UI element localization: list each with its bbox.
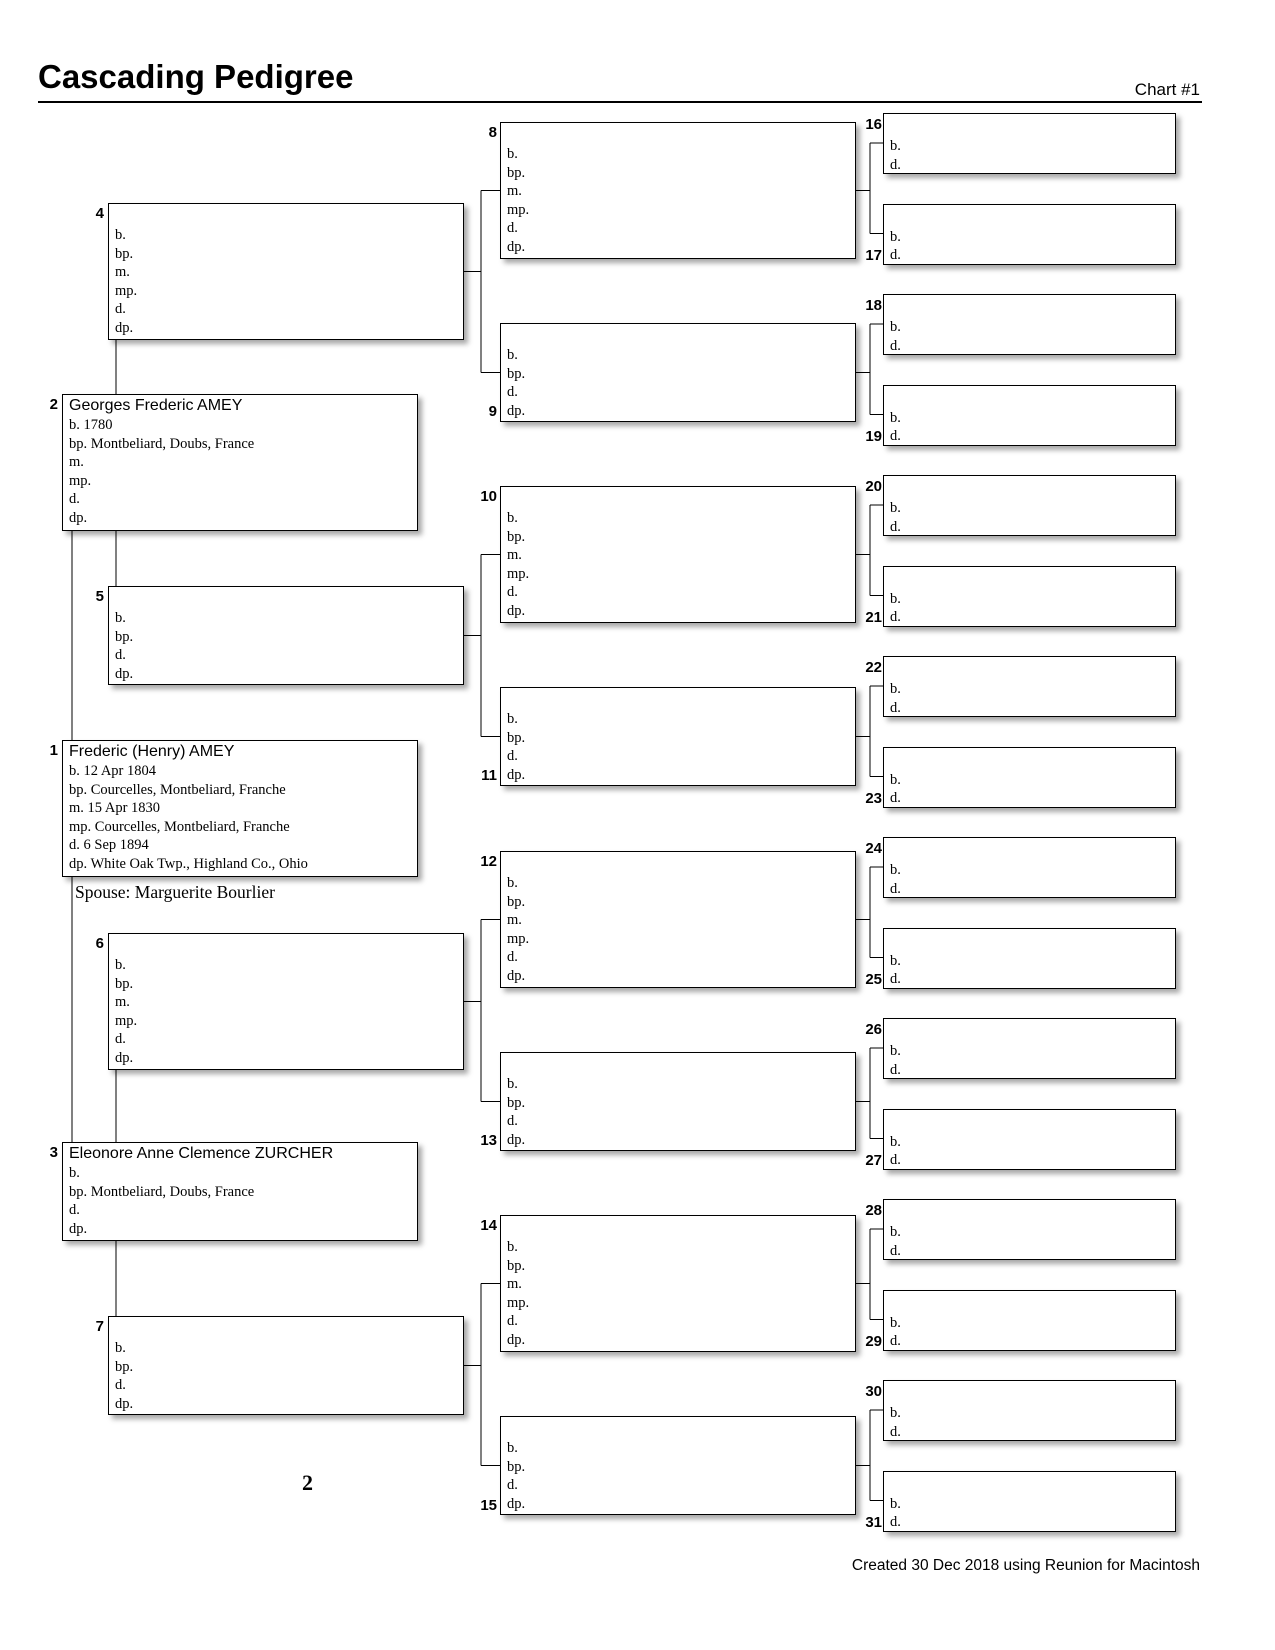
field-label: b. <box>507 510 518 526</box>
field-mp <box>507 1294 855 1313</box>
field-label: d. <box>890 518 901 535</box>
field-bp <box>507 729 855 748</box>
field-bp <box>69 781 417 800</box>
field-b <box>890 1133 1175 1152</box>
field-label: mp. <box>507 565 530 582</box>
field-m <box>115 993 463 1012</box>
ahnentafel-number-27: 27 <box>865 1151 882 1169</box>
person-name: Frederic (Henry) AMEY <box>69 743 235 760</box>
field-label: b. <box>115 227 126 243</box>
ahnentafel-number-20: 20 <box>865 478 882 495</box>
field-label: d. <box>507 1313 518 1329</box>
field-label: bp. <box>69 781 88 798</box>
field-value: Montbeliard, Doubs, France <box>90 435 255 452</box>
field-label: b. <box>890 771 901 788</box>
field-label: b. <box>507 146 518 162</box>
field-m <box>507 1275 855 1294</box>
person-box-6[interactable] <box>108 933 464 1070</box>
field-dp <box>507 1331 855 1350</box>
field-b <box>890 318 1175 337</box>
field-label: d. <box>507 584 518 600</box>
field-label: b. <box>890 590 901 607</box>
field-dp <box>69 509 417 528</box>
field-dp <box>507 602 855 621</box>
person-box-9[interactable] <box>500 323 856 422</box>
field-label: dp. <box>507 967 526 984</box>
field-label: b. <box>507 1239 518 1255</box>
field-label: b. <box>890 681 901 697</box>
field-value: Courcelles, Montbeliard, Franche <box>94 818 290 835</box>
field-label: bp. <box>507 1257 526 1274</box>
field-value: Montbeliard, Doubs, France <box>90 1183 255 1200</box>
ahnentafel-number-10: 10 <box>480 488 497 505</box>
field-d <box>890 156 1175 175</box>
field-mp <box>115 282 463 301</box>
field-b <box>890 952 1175 971</box>
field-dp <box>507 967 855 986</box>
field-label: b. <box>890 1133 901 1150</box>
field-d <box>115 646 463 665</box>
ahnentafel-number-3: 3 <box>49 1144 58 1161</box>
field-mp <box>69 818 417 837</box>
field-label: d. <box>890 1152 901 1168</box>
person-box-10[interactable] <box>500 486 856 623</box>
field-b <box>507 145 855 164</box>
field-label: dp. <box>507 602 526 619</box>
field-label: b. <box>69 763 80 779</box>
person-box-20[interactable] <box>883 475 1176 536</box>
field-value: White Oak Twp., Highland Co., Ohio <box>90 855 308 872</box>
field-b <box>890 590 1175 609</box>
field-bp <box>507 1094 855 1113</box>
field-label: mp. <box>507 201 530 218</box>
field-d <box>507 383 855 402</box>
ahnentafel-number-24: 24 <box>865 840 882 857</box>
field-label: dp. <box>507 1131 526 1148</box>
person-box-29[interactable] <box>883 1290 1176 1351</box>
field-label: b. <box>890 862 901 878</box>
field-label: d. <box>890 699 901 716</box>
field-b <box>890 409 1175 428</box>
field-d <box>890 246 1175 265</box>
person-box-7[interactable] <box>108 1316 464 1415</box>
field-bp <box>115 628 463 647</box>
field-dp <box>507 402 855 421</box>
field-d <box>507 1312 855 1331</box>
field-bp <box>115 245 463 264</box>
field-b <box>507 346 855 365</box>
field-bp <box>507 893 855 912</box>
field-b <box>890 1314 1175 1333</box>
field-label: d. <box>890 428 901 444</box>
field-b <box>115 226 463 245</box>
field-label: dp. <box>115 665 134 682</box>
person-box-26[interactable] <box>883 1018 1176 1079</box>
field-label: m. <box>507 183 522 199</box>
field-b <box>507 1238 855 1257</box>
field-d <box>69 1201 417 1220</box>
ahnentafel-number-29: 29 <box>865 1332 882 1350</box>
field-label: bp. <box>507 164 526 181</box>
field-b <box>890 499 1175 518</box>
field-label: bp. <box>507 729 526 746</box>
field-label: b. <box>69 417 80 433</box>
field-value: 1780 <box>83 417 113 433</box>
field-dp <box>507 1131 855 1150</box>
person-box-27[interactable] <box>883 1109 1176 1170</box>
field-b <box>890 680 1175 699</box>
person-box-25[interactable] <box>883 928 1176 989</box>
field-label: d. <box>507 949 518 965</box>
person-box-28[interactable] <box>883 1199 1176 1260</box>
field-label: b. <box>115 610 126 626</box>
field-dp <box>115 1395 463 1414</box>
person-box-30[interactable] <box>883 1380 1176 1441</box>
field-label: d. <box>890 971 901 987</box>
field-label: m. <box>115 994 130 1010</box>
field-m <box>507 546 855 565</box>
field-d <box>69 836 417 855</box>
field-label: d. <box>890 247 901 263</box>
ahnentafel-number-11: 11 <box>481 767 497 784</box>
field-label: dp. <box>507 1495 526 1512</box>
ahnentafel-number-13: 13 <box>480 1132 497 1149</box>
page-title: Cascading Pedigree <box>38 58 354 95</box>
field-label: d. <box>890 1423 901 1440</box>
field-d <box>890 1513 1175 1532</box>
field-label: dp. <box>115 1395 134 1412</box>
field-m <box>507 911 855 930</box>
field-b <box>69 762 417 781</box>
field-b <box>115 1339 463 1358</box>
field-label: dp. <box>507 1331 526 1348</box>
field-dp <box>115 1049 463 1068</box>
ahnentafel-number-17: 17 <box>865 246 882 264</box>
field-label: bp. <box>507 528 526 545</box>
person-box-18[interactable] <box>883 294 1176 355</box>
field-d <box>890 1423 1175 1442</box>
field-d <box>890 427 1175 446</box>
field-b <box>890 137 1175 156</box>
ahnentafel-number-22: 22 <box>865 659 882 676</box>
field-label: b. <box>507 347 518 363</box>
ahnentafel-number-21: 21 <box>865 608 882 626</box>
field-d <box>69 490 417 509</box>
field-d <box>890 789 1175 808</box>
field-b <box>507 1075 855 1094</box>
person-box-17[interactable] <box>883 204 1176 265</box>
field-label: d. <box>890 609 901 625</box>
field-m <box>69 453 417 472</box>
field-label: m. <box>507 1276 522 1292</box>
ahnentafel-number-2: 2 <box>49 396 58 413</box>
field-b <box>69 1164 417 1183</box>
field-label: bp. <box>115 975 134 992</box>
ahnentafel-number-8: 8 <box>488 124 497 141</box>
field-label: mp. <box>507 1294 530 1311</box>
field-label: dp. <box>115 1049 134 1066</box>
field-label: dp. <box>69 1220 88 1237</box>
person-box-8[interactable] <box>500 122 856 259</box>
field-m <box>69 799 417 818</box>
field-label: dp. <box>115 319 134 336</box>
field-b <box>890 228 1175 247</box>
field-label: b. <box>890 1224 901 1240</box>
person-box-31[interactable] <box>883 1471 1176 1532</box>
field-label: b. <box>890 952 901 969</box>
field-label: d. <box>890 790 901 806</box>
field-mp <box>69 472 417 491</box>
field-label: b. <box>507 1076 518 1092</box>
ahnentafel-number-23: 23 <box>865 789 882 807</box>
field-bp <box>507 164 855 183</box>
ahnentafel-number-30: 30 <box>865 1383 882 1400</box>
field-bp <box>69 1183 417 1202</box>
ahnentafel-number-5: 5 <box>95 588 104 605</box>
field-mp <box>115 1012 463 1031</box>
field-label: b. <box>890 409 901 426</box>
field-b <box>890 1223 1175 1242</box>
field-bp <box>69 435 417 454</box>
field-d <box>890 608 1175 627</box>
field-label: d. <box>507 384 518 400</box>
field-label: d. <box>890 156 901 173</box>
field-label: bp. <box>115 245 134 262</box>
field-dp <box>69 1220 417 1239</box>
field-label: d. <box>507 748 518 764</box>
person-box-11[interactable] <box>500 687 856 786</box>
field-label: bp. <box>507 893 526 910</box>
field-d <box>890 518 1175 537</box>
field-label: d. <box>115 301 126 317</box>
field-mp <box>507 565 855 584</box>
field-bp <box>115 975 463 994</box>
person-box-13[interactable] <box>500 1052 856 1151</box>
person-name: Georges Frederic AMEY <box>69 397 243 414</box>
field-label: dp. <box>507 402 526 419</box>
field-dp <box>115 319 463 338</box>
field-m <box>507 182 855 201</box>
field-d <box>890 1061 1175 1080</box>
person-box-21[interactable] <box>883 566 1176 627</box>
ahnentafel-number-6: 6 <box>95 935 104 952</box>
person-box-3[interactable] <box>62 1142 418 1241</box>
field-label: m. <box>507 547 522 563</box>
field-label: m. <box>507 912 522 928</box>
field-label: b. <box>69 1165 80 1181</box>
field-dp <box>115 665 463 684</box>
person-box-1[interactable] <box>62 740 418 877</box>
ahnentafel-number-9: 9 <box>488 403 497 420</box>
person-box-24[interactable] <box>883 837 1176 898</box>
ahnentafel-number-19: 19 <box>865 427 882 445</box>
field-label: b. <box>115 1340 126 1356</box>
field-b <box>507 710 855 729</box>
field-b <box>507 874 855 893</box>
field-label: b. <box>890 228 901 245</box>
field-d <box>890 1242 1175 1261</box>
field-dp <box>69 855 417 874</box>
ahnentafel-number-16: 16 <box>865 116 882 133</box>
field-label: d. <box>69 837 80 853</box>
person-box-12[interactable] <box>500 851 856 988</box>
field-bp <box>115 1358 463 1377</box>
field-label: mp. <box>115 282 138 299</box>
field-label: d. <box>890 1514 901 1530</box>
field-d <box>507 747 855 766</box>
field-label: b. <box>890 319 901 335</box>
person-box-14[interactable] <box>500 1215 856 1352</box>
field-d <box>507 948 855 967</box>
field-dp <box>507 766 855 785</box>
person-box-22[interactable] <box>883 656 1176 717</box>
field-b <box>890 1404 1175 1423</box>
ahnentafel-number-15: 15 <box>480 1497 497 1514</box>
field-d <box>890 880 1175 899</box>
field-label: m. <box>69 800 84 816</box>
field-label: dp. <box>69 509 88 526</box>
field-mp <box>507 930 855 949</box>
field-label: b. <box>507 875 518 891</box>
field-label: d. <box>115 1031 126 1047</box>
field-label: d. <box>890 337 901 354</box>
field-bp <box>507 365 855 384</box>
field-d <box>507 583 855 602</box>
field-b <box>115 956 463 975</box>
field-dp <box>507 1495 855 1514</box>
field-label: d. <box>890 1242 901 1259</box>
field-label: bp. <box>507 1458 526 1475</box>
field-label: bp. <box>115 1358 134 1375</box>
chart-number: Chart #1 <box>1134 80 1200 99</box>
field-d <box>115 300 463 319</box>
person-box-19[interactable] <box>883 385 1176 446</box>
field-label: bp. <box>507 365 526 382</box>
field-label: dp. <box>69 855 88 872</box>
field-bp <box>507 528 855 547</box>
field-label: d. <box>507 1113 518 1129</box>
ahnentafel-number-25: 25 <box>865 970 882 988</box>
ahnentafel-number-12: 12 <box>480 853 497 870</box>
field-d <box>115 1030 463 1049</box>
person-name: Eleonore Anne Clemence ZURCHER <box>69 1145 334 1162</box>
field-label: dp. <box>507 238 526 255</box>
field-label: b. <box>890 138 901 154</box>
field-d <box>115 1376 463 1395</box>
field-label: mp. <box>507 930 530 947</box>
spouse-line: Spouse: Marguerite Bourlier <box>75 882 275 902</box>
person-box-16[interactable] <box>883 113 1176 174</box>
ahnentafel-number-31: 31 <box>865 1513 882 1531</box>
field-mp <box>507 201 855 220</box>
field-d <box>890 699 1175 718</box>
field-d <box>890 970 1175 989</box>
field-label: m. <box>69 454 84 470</box>
field-value: 6 Sep 1894 <box>83 837 149 853</box>
field-b <box>890 1495 1175 1514</box>
person-box-2[interactable] <box>62 394 418 531</box>
field-label: m. <box>115 264 130 280</box>
field-value: 12 Apr 1804 <box>83 763 156 779</box>
field-label: b. <box>890 1043 901 1059</box>
field-label: d. <box>890 1061 901 1078</box>
ahnentafel-number-1: 1 <box>49 742 58 759</box>
field-label: b. <box>507 711 518 727</box>
field-label: mp. <box>69 818 92 835</box>
field-d <box>890 1151 1175 1170</box>
field-label: bp. <box>507 1094 526 1111</box>
field-label: d. <box>507 220 518 236</box>
field-label: d. <box>890 880 901 897</box>
person-box-4[interactable] <box>108 203 464 340</box>
field-b <box>890 861 1175 880</box>
field-b <box>69 416 417 435</box>
ahnentafel-number-14: 14 <box>480 1217 497 1234</box>
page-number: 2 <box>302 1470 313 1495</box>
field-label: bp. <box>69 435 88 452</box>
field-label: d. <box>890 1333 901 1349</box>
field-b <box>507 1439 855 1458</box>
field-label: dp. <box>507 766 526 783</box>
field-d <box>890 1332 1175 1351</box>
field-label: d. <box>507 1477 518 1493</box>
field-label: mp. <box>115 1012 138 1029</box>
field-b <box>115 609 463 628</box>
field-value: Courcelles, Montbeliard, Franche <box>90 781 286 798</box>
field-b <box>890 771 1175 790</box>
field-label: b. <box>507 1440 518 1456</box>
field-label: b. <box>115 957 126 973</box>
field-value: 15 Apr 1830 <box>87 800 161 816</box>
field-b <box>507 509 855 528</box>
footer-credit: Created 30 Dec 2018 using Reunion for Macintosh <box>851 1557 1200 1574</box>
field-d <box>507 1476 855 1495</box>
field-d <box>890 337 1175 356</box>
field-label: bp. <box>115 628 134 645</box>
ahnentafel-number-7: 7 <box>95 1318 104 1335</box>
field-m <box>115 263 463 282</box>
field-label: d. <box>69 1202 80 1218</box>
ahnentafel-number-26: 26 <box>865 1021 882 1038</box>
ahnentafel-number-18: 18 <box>865 297 882 314</box>
person-box-15[interactable] <box>500 1416 856 1515</box>
field-label: d. <box>115 1377 126 1393</box>
person-box-23[interactable] <box>883 747 1176 808</box>
field-d <box>507 1112 855 1131</box>
field-label: b. <box>890 500 901 516</box>
field-d <box>507 219 855 238</box>
field-bp <box>507 1458 855 1477</box>
field-dp <box>507 238 855 257</box>
field-label: b. <box>890 1495 901 1512</box>
field-label: d. <box>115 647 126 663</box>
ahnentafel-number-4: 4 <box>95 205 104 222</box>
field-label: d. <box>69 491 80 507</box>
field-label: bp. <box>69 1183 88 1200</box>
field-b <box>890 1042 1175 1061</box>
field-label: mp. <box>69 472 92 489</box>
ahnentafel-number-28: 28 <box>865 1202 882 1219</box>
person-box-5[interactable] <box>108 586 464 685</box>
field-bp <box>507 1257 855 1276</box>
field-label: b. <box>890 1405 901 1421</box>
field-label: b. <box>890 1314 901 1331</box>
